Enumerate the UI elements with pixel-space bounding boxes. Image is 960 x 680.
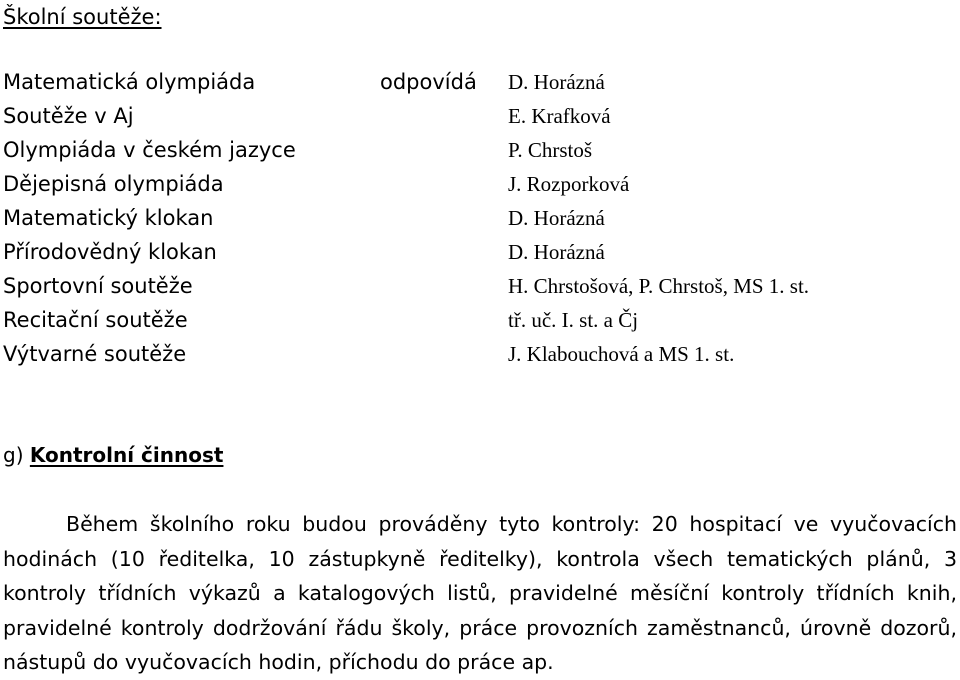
responsible-person: P. Chrstoš <box>508 138 593 162</box>
responsible-person: D. Horázná <box>508 206 605 230</box>
competition-name: Dějepisná olympiáda <box>3 172 224 196</box>
section-letter: g) <box>3 443 24 467</box>
competition-name: Sportovní soutěže <box>3 274 193 298</box>
competition-row <box>0 235 960 269</box>
responsible-person: tř. uč. I. st. a Čj <box>508 308 639 332</box>
page-heading: Školní soutěže: <box>3 5 162 29</box>
competition-row <box>0 65 960 99</box>
responsible-label: odpovídá <box>380 70 477 94</box>
competition-name: Matematický klokan <box>3 206 214 230</box>
responsible-person: J. Klabouchová a MS 1. st. <box>508 342 735 366</box>
competition-name: Výtvarné soutěže <box>3 342 187 366</box>
competition-row <box>0 303 960 337</box>
responsible-person: E. Krafková <box>508 104 611 128</box>
competition-row <box>0 269 960 303</box>
competition-name: Olympiáda v českém jazyce <box>3 138 296 162</box>
competition-name: Matematická olympiáda <box>3 70 256 94</box>
competition-name: Přírodovědný klokan <box>3 240 217 264</box>
section-paragraph: Během školního roku budou prováděny tyto kontroly: 20 hospitací ve vyučovacích hodinách (10 ředitelka, 10 zástupkyně ředitelky), kontrola všech tematických plánů, 3 kontroly třídních výkazů a katalogových listů, pravidelné měsíční kontroly třídních knih, pravidelné kontroly dodržování řádu školy, práce provozních zaměstnanců, úrovně dozorů, nástupů do vyučovacích hodin, příchodu do práce ap. <box>3 512 957 674</box>
competition-name: Soutěže v Aj <box>3 104 134 128</box>
responsible-person: J. Rozporková <box>508 172 630 196</box>
responsible-person: H. Chrstošová, P. Chrstoš, MS 1. st. <box>508 274 810 298</box>
responsible-person: D. Horázná <box>508 70 605 94</box>
competition-row <box>0 167 960 201</box>
section-name: Kontrolní činnost <box>29 443 224 467</box>
competition-row <box>0 337 960 371</box>
section-title <box>3 440 223 470</box>
responsible-person: D. Horázná <box>508 240 605 264</box>
competition-row <box>0 133 960 167</box>
competition-row <box>0 201 960 235</box>
competition-row <box>0 99 960 133</box>
competition-name: Recitační soutěže <box>3 308 188 332</box>
